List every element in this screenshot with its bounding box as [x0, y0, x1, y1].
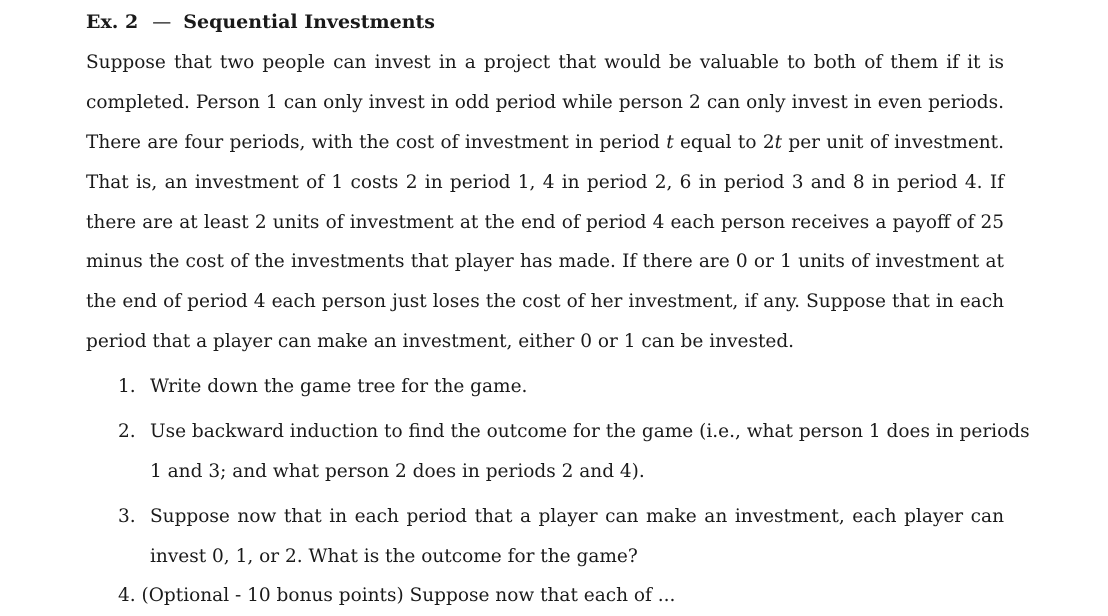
cut-off-question-4: 4. (Optional - 10 bonus points) Suppose now that each of ...	[118, 585, 676, 606]
question-line: Suppose now that in each period that a player can make an investment, each player can	[150, 506, 1004, 527]
question-line: 1 and 3; and what person 2 does in periods 2 and 4).	[150, 460, 645, 482]
question-number: 3.	[118, 506, 136, 527]
question-text	[150, 497, 1004, 577]
heading-dash: —	[152, 11, 172, 33]
paragraph-line: There are four periods, with the cost of investment in period t equal to 2t per unit of investment.	[86, 131, 1005, 153]
exercise-label: Ex. 2	[86, 11, 139, 33]
problem-statement	[86, 43, 1004, 362]
exercise-heading	[86, 9, 435, 35]
question-line: Write down the game tree for the game.	[150, 376, 528, 397]
paragraph-line: Suppose that two people can invest in a project that would be valuable to both of them if it is	[86, 52, 1004, 73]
question-text	[150, 367, 1004, 407]
paragraph-line: That is, an investment of 1 costs 2 in period 1, 4 in period 2, 6 in period 3 and 8 in period 4. If	[86, 171, 1004, 193]
question-number: 1.	[118, 376, 136, 397]
paragraph-line: the end of period 4 each person just loses the cost of her investment, if any. Suppose that in each	[86, 291, 1004, 313]
paragraph-line: minus the cost of the investments that player has made. If there are 0 or 1 units of investment at	[86, 251, 1004, 273]
paragraph-line: period that a player can make an investment, either 0 or 1 can be invested.	[86, 331, 795, 353]
paragraph-line: there are at least 2 units of investment at the end of period 4 each person receives a payoff of 25	[86, 211, 1004, 233]
question-text	[150, 412, 1030, 492]
question-line: invest 0, 1, or 2. What is the outcome for the game?	[150, 545, 638, 567]
exercise-title: Sequential Investments	[183, 11, 435, 33]
question-number: 2.	[118, 421, 136, 442]
question-line: Use backward induction to find the outcome for the game (i.e., what person 1 does in periods	[150, 421, 1030, 442]
paragraph-line: completed. Person 1 can only invest in odd period while person 2 can only invest in even periods.	[86, 91, 1004, 113]
